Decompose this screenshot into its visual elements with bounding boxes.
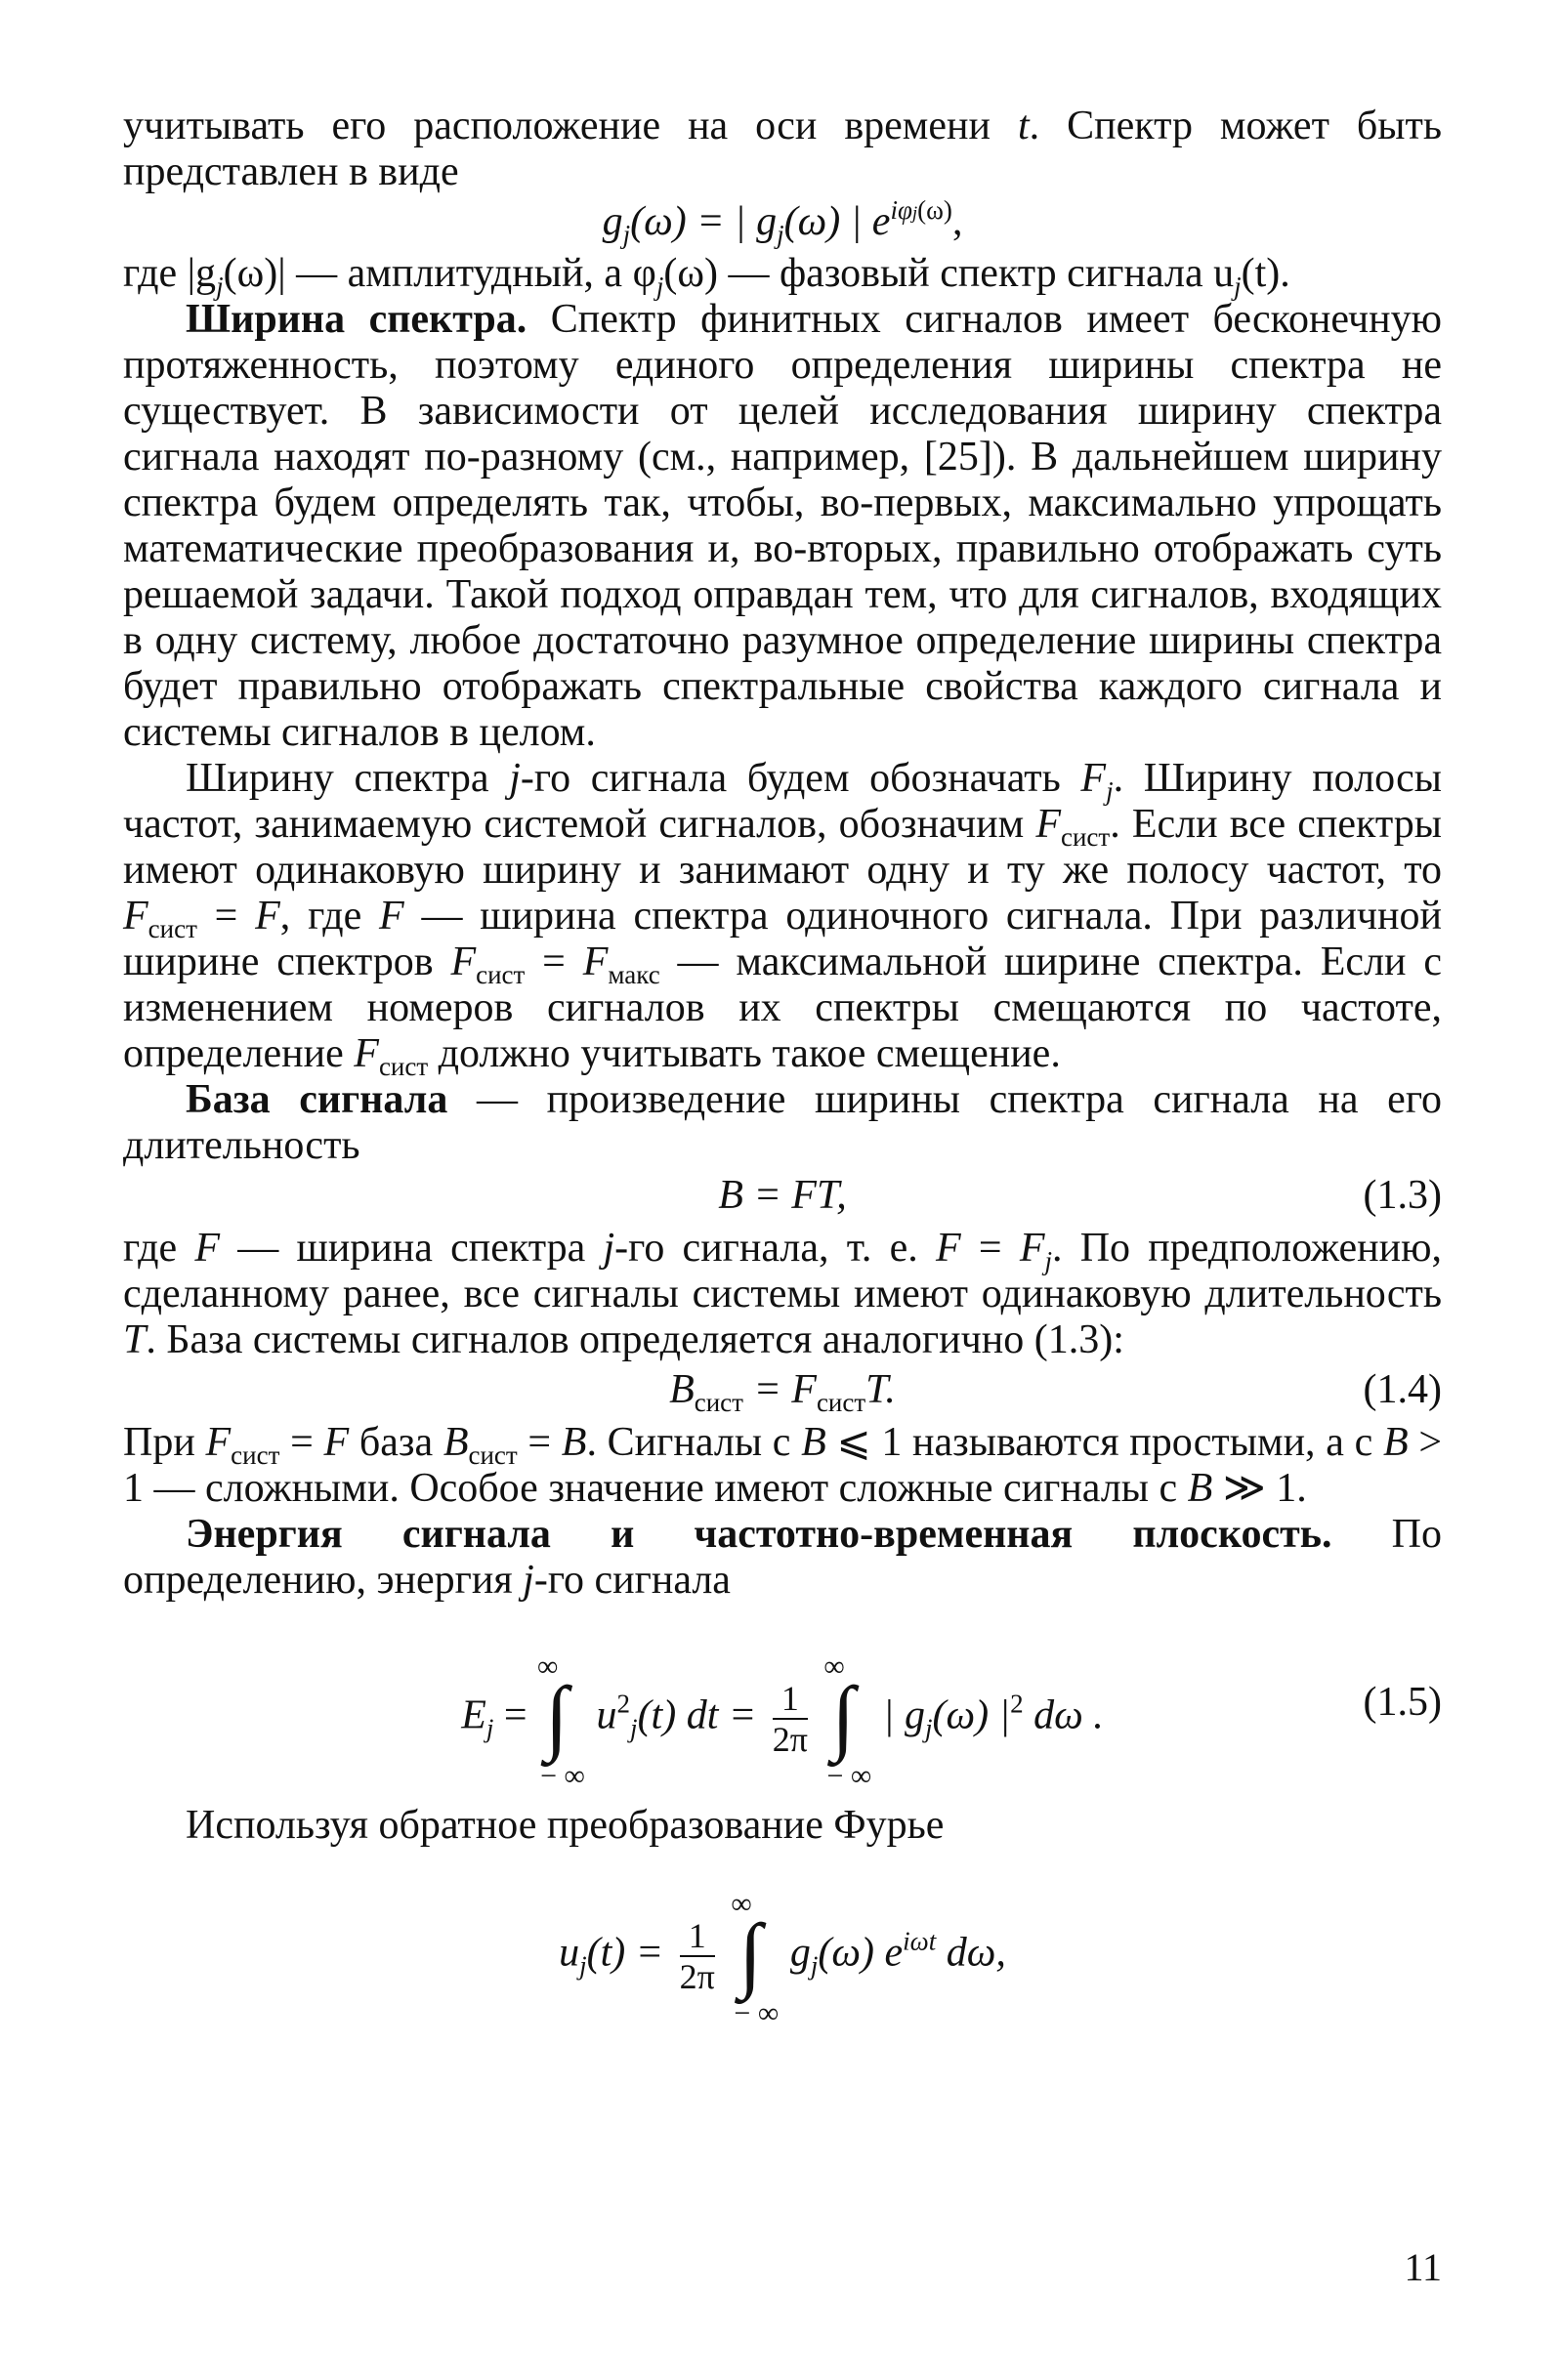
paragraph-signal-energy: Энергия сигнала и частотно-временная плоскость. По определению, энергия j-го сигнала xyxy=(123,1512,1442,1603)
integral-sign: ∞ ∫ − ∞ xyxy=(731,1888,780,2029)
integral-sign: ∞ ∫ − ∞ xyxy=(537,1650,585,1792)
formula-spectrum: $g_j(\omega)$ = | $g_j(\omega)$ | $e^{i\varphi j(\omega)}$, xyxy=(602,195,963,249)
paragraph-spectrum-width: Ширина спектра. Спектр финитных сигналов имеет бесконечную протяженность, поэтому единого определения ширины спектра не существует. В зависимости от целей исследования ширину спектра сигнала находят по-разному (см., например, [25]). В дальнейшем ширину спектра будем определять так, чтобы, во-первых, максимально упрощать математические преобразования и, во-вторых, правильно отображать суть решаемой задачи. Такой подход оправдан тем, что для сигналов, входящих в одну систему, любое достаточно разумное определение ширины спектра будет правильно отображать спектральные свойства каждого сигнала и системы сигналов в целом. xyxy=(123,297,1442,755)
heading-signal-base: База сигнала xyxy=(186,1077,448,1122)
paragraph-width-notation: Ширину спектра j-го сигнала будем обозначать $F_j$. Ширину полосы частот, занимаемую системой сигналов, обозначим $F_{сист}$. Если все спектры имеют одинаковую ширину и занимают одну и ту же полосу частот, то $F_{сист} = F$, где F — ширина спектра одиночного сигнала. При различной ширине спектров $F_{сист} = F_{макс}$ — максимальной ширине спектра. Если с изменением номеров сигналов их спектры смещаются по частоте, определение $F_{сист}$ должно учитывать такое смещение. xyxy=(123,756,1443,1081)
text-column xyxy=(123,104,1442,2040)
formula-1-4: $B_{сист} = F_{сист}T$. (1.4) xyxy=(669,1367,1442,1417)
page-number: 11 xyxy=(1404,2245,1442,2289)
formula-inverse-fourier: $u_j(t)$ = $\frac{1}{2\pi}$ ∞ ∫ − ∞ $g_j(\omega)$ $e^{i\omega t}$ dω, xyxy=(559,1888,1006,2029)
heading-signal-energy: Энергия сигнала и частотно-временная плоскость. xyxy=(186,1512,1332,1557)
paragraph-simple-complex: При $F_{сист} = F$ база $B_{сист} = B$. Сигналы с B ⩽ 1 называются простыми, а с B > 1 — сложными. Особое значение имеют сложные сигналы с B ≫ 1. xyxy=(123,1420,1443,1511)
paragraph-where-amplitude: где $|g_j(\omega)|$ — амплитудный, а $\varphi_j(\omega)$ — фазовый спектр сигнала $u_j(t)$. xyxy=(123,251,1290,301)
paragraph-intro: учитывать его расположение на оси времени t. Спектр может быть представлен в виде xyxy=(123,104,1442,194)
heading-spectrum-width: Ширина спектра. xyxy=(186,297,527,342)
paragraph-signal-base: База сигнала — произведение ширины спектра сигнала на его длительность xyxy=(123,1077,1442,1168)
fraction-1-over-2pi: $\frac{1}{2\pi}$ xyxy=(679,1916,715,1996)
formula-1-5: $E_j$ = ∞ ∫ − ∞ $u^2_j(t)$ dt = $\frac{1}{2\pi}$ ∞ ∫ − ∞ | $g_j(\omega)$ $|^2$ dω . (1.5) xyxy=(461,1650,1442,1792)
integral-sign: ∞ ∫ − ∞ xyxy=(823,1650,872,1792)
formula-1-3: B = FT, (1.3) xyxy=(718,1173,1442,1218)
fraction-1-over-2pi: $\frac{1}{2\pi}$ xyxy=(772,1679,808,1759)
equation-number-1-3: (1.3) xyxy=(1363,1173,1442,1218)
equation-number-1-5: (1.5) xyxy=(1363,1680,1442,1725)
equation-number-1-4: (1.4) xyxy=(1363,1367,1442,1412)
paragraph-base-definition: где F — ширина спектра j-го сигнала, т. е. $F = F_j$. По предположению, сделанному ранее, все сигналы системы имеют одинаковую длительность T. База системы сигналов определяется аналогично (1.3): xyxy=(123,1226,1442,1362)
paragraph-inverse-fourier: Используя обратное преобразование Фурье xyxy=(186,1803,945,1848)
